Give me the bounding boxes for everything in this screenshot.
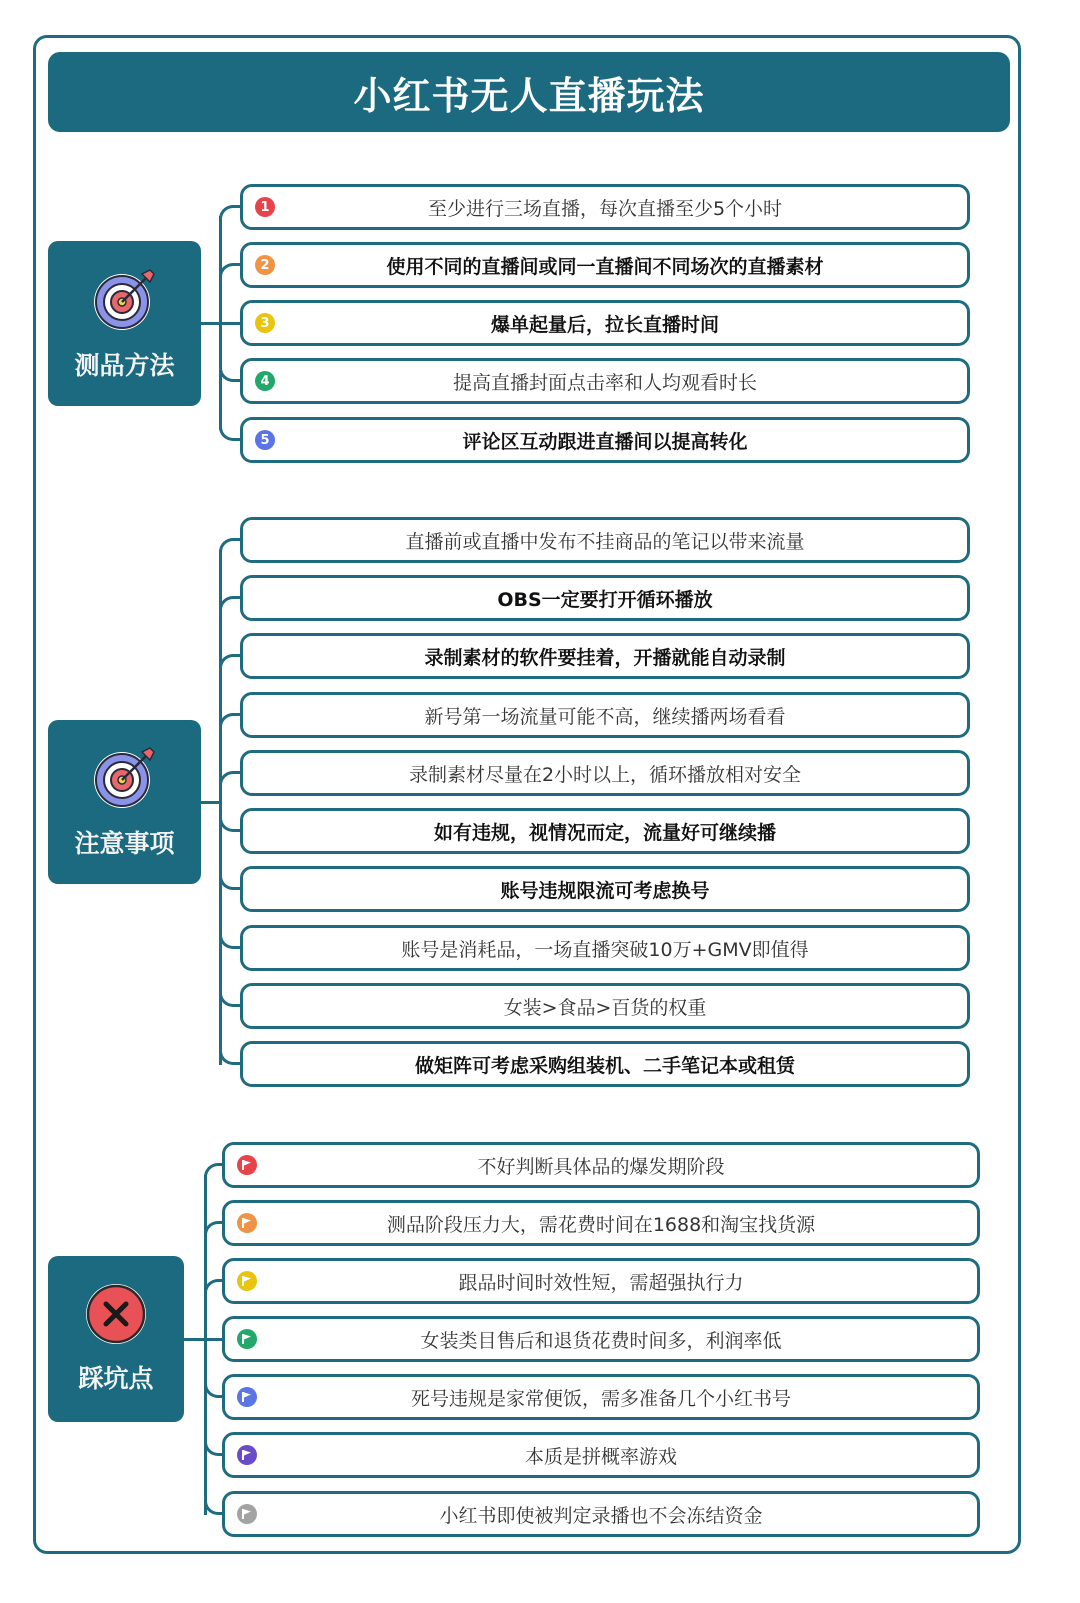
list-item — [240, 184, 970, 230]
list-item — [222, 1316, 980, 1362]
list-item — [240, 242, 970, 288]
item-text: 录制素材尽量在2小时以上，循环播放相对安全 — [408, 763, 802, 786]
list-item — [222, 1432, 980, 1478]
list-item — [240, 417, 970, 463]
item-text: 女装类目售后和退货花费时间多，利润率低 — [420, 1329, 782, 1352]
item-text: 提高直播封面点击率和人均观看时长 — [452, 371, 757, 394]
connector — [201, 322, 221, 325]
item-text: 测品阶段压力大，需花费时间在1688和淘宝找货源 — [386, 1213, 816, 1236]
item-text: 女装>食品>百货的权重 — [503, 996, 707, 1019]
branch — [219, 322, 241, 325]
list-item — [240, 866, 970, 912]
item-text: 直播前或直播中发布不挂商品的笔记以带来流量 — [405, 530, 805, 553]
number-badge-icon: 4 — [255, 371, 275, 391]
number-badge-icon: 1 — [255, 197, 275, 217]
item-text: 如有违规，视情况而定，流量好可继续播 — [433, 821, 776, 844]
item-text: 至少进行三场直播，每次直播至少5个小时 — [427, 197, 783, 220]
branch — [219, 654, 241, 674]
number-badge-icon: 5 — [255, 430, 275, 450]
item-text: 新号第一场流量可能不高，继续播两场看看 — [424, 705, 786, 728]
item-text: 账号是消耗品，一场直播突破10万+GMV即值得 — [401, 938, 809, 961]
target-icon — [92, 266, 158, 332]
list-item — [240, 808, 970, 854]
branch — [219, 771, 241, 791]
item-text: 使用不同的直播间或同一直播间不同场次的直播素材 — [386, 255, 824, 278]
branch — [219, 713, 241, 733]
list-item — [240, 517, 970, 563]
close-circle-icon — [85, 1283, 147, 1345]
item-text: 不好判断具体品的爆发期阶段 — [477, 1155, 725, 1178]
connector — [184, 1338, 206, 1341]
list-item — [222, 1142, 980, 1188]
list-item — [222, 1258, 980, 1304]
item-text: 本质是拼概率游戏 — [524, 1445, 677, 1468]
section-label-testing-method — [48, 241, 201, 406]
list-item — [240, 692, 970, 738]
title-bar — [48, 52, 1010, 132]
list-item — [240, 575, 970, 621]
item-text: 小红书即使被判定录播也不会冻结资金 — [439, 1504, 763, 1527]
item-text: 评论区互动跟进直播间以提高转化 — [462, 430, 748, 453]
branch — [219, 596, 241, 616]
branch — [219, 205, 241, 225]
item-text: 做矩阵可考虑采购组装机、二手笔记本或租赁 — [414, 1054, 795, 1077]
list-item — [222, 1200, 980, 1246]
section-label-text: 测品方法 — [74, 350, 175, 380]
list-item — [240, 983, 970, 1029]
list-item — [222, 1374, 980, 1420]
target-icon — [92, 744, 158, 810]
branch — [219, 538, 241, 558]
number-badge-icon: 2 — [255, 255, 275, 275]
list-item — [240, 750, 970, 796]
item-text: 死号违规是家常便饭，需多准备几个小红书号 — [410, 1387, 791, 1410]
list-item — [222, 1491, 980, 1537]
section-label-pitfalls — [48, 1256, 184, 1422]
branch — [219, 263, 241, 283]
item-text: 爆单起量后，拉长直播时间 — [490, 313, 719, 336]
item-text: 录制素材的软件要挂着，开播就能自动录制 — [424, 646, 786, 669]
list-item — [240, 633, 970, 679]
item-text: 账号违规限流可考虑换号 — [500, 879, 710, 902]
list-item — [240, 358, 970, 404]
list-item — [240, 1041, 970, 1087]
item-text: OBS一定要打开循环播放 — [497, 588, 713, 611]
page-title: 小红书无人直播玩法 — [353, 73, 705, 118]
number-badge-icon: 3 — [255, 313, 275, 333]
connector — [201, 801, 221, 804]
section-label-text: 注意事项 — [74, 829, 175, 858]
item-text: 跟品时间时效性短，需超强执行力 — [458, 1271, 744, 1294]
section-label-text: 踩坑点 — [78, 1364, 154, 1393]
list-item — [240, 925, 970, 971]
branch — [204, 1338, 224, 1341]
section-label-notes — [48, 720, 201, 884]
list-item — [240, 300, 970, 346]
